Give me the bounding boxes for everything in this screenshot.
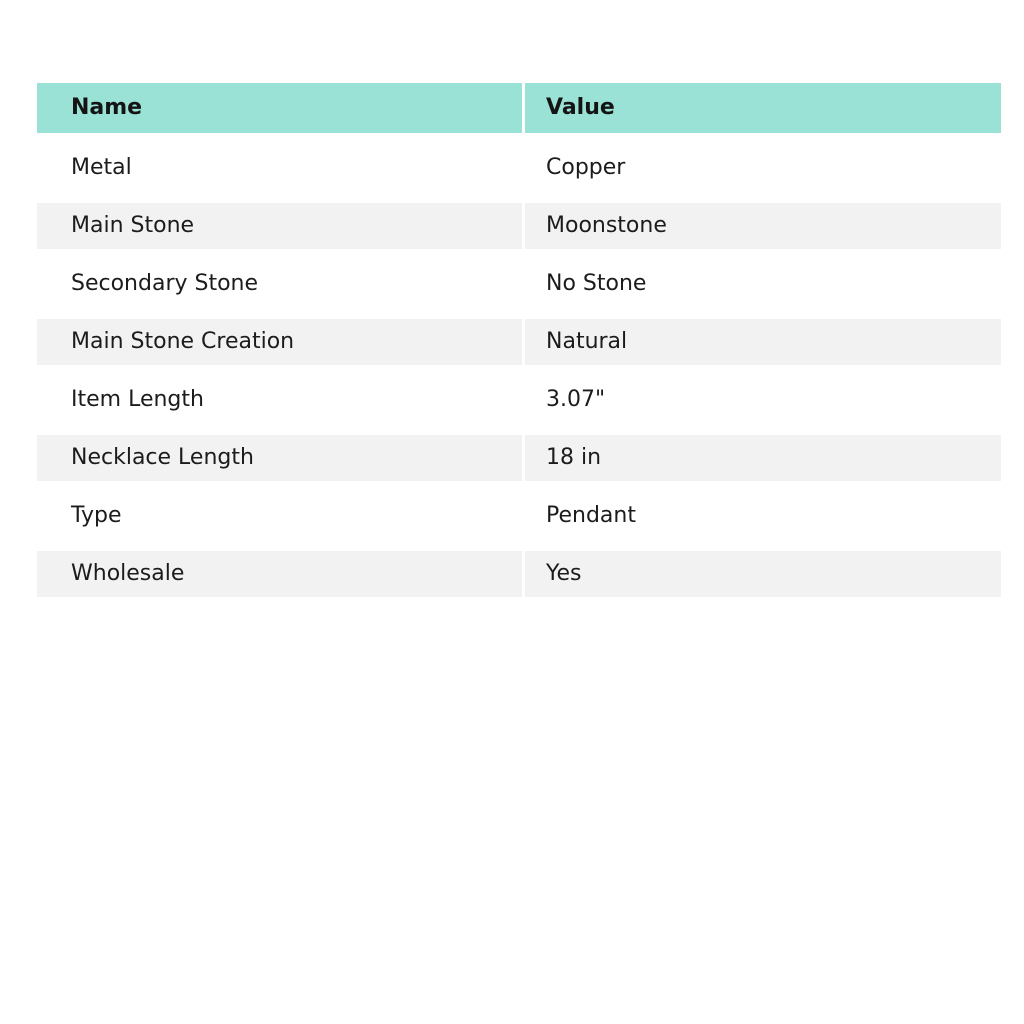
attribute-name: Main Stone [37,203,522,249]
attribute-name: Metal [37,145,522,191]
table-row-main-stone [37,203,1001,249]
table-row-necklace-length [37,435,1001,481]
table-row-item-length [37,377,1001,423]
table-row-secondary-stone [37,261,1001,307]
attribute-value: No Stone [525,261,1001,307]
attribute-name: Necklace Length [37,435,522,481]
attribute-value: Natural [525,319,1001,365]
table-row-main-stone-creation [37,319,1001,365]
table-header-row [37,83,1001,133]
column-header-name: Name [37,83,522,133]
attribute-value: Pendant [525,493,1001,539]
attribute-name: Type [37,493,522,539]
attribute-name: Wholesale [37,551,522,597]
column-header-value: Value [525,83,1001,133]
attribute-name: Item Length [37,377,522,423]
table-row-metal [37,145,1001,191]
attribute-name: Secondary Stone [37,261,522,307]
attribute-name: Main Stone Creation [37,319,522,365]
attribute-value: 18 in [525,435,1001,481]
attribute-value: Copper [525,145,1001,191]
table-row-wholesale [37,551,1001,597]
attribute-value: Moonstone [525,203,1001,249]
attribute-value: Yes [525,551,1001,597]
table-row-type [37,493,1001,539]
attribute-value: 3.07" [525,377,1001,423]
product-attributes-table [37,83,1001,609]
